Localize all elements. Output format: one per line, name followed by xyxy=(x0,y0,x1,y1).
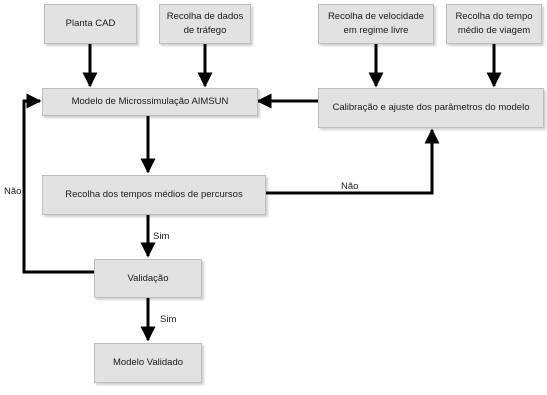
node-planta-cad xyxy=(44,4,137,44)
node-recolha-velocidade xyxy=(318,4,434,44)
node-modelo-validado xyxy=(94,343,202,383)
node-modelo-validado-label: Modelo Validado xyxy=(112,357,184,368)
edge-label-sim-2: Sim xyxy=(160,314,177,325)
edge-label-sim-1: Sim xyxy=(153,231,170,242)
node-calibracao-label: Calibração e ajuste dos parâmetros do modelo xyxy=(332,102,530,113)
node-modelo-microssimulacao-label: Modelo de Microssimulação AIMSUN xyxy=(71,96,229,107)
node-calibracao xyxy=(318,88,544,128)
node-recolha-velocidade-label: Recolha de velocidade em regime livre xyxy=(327,11,425,36)
node-recolha-tempos-percursos-label: Recolha dos tempos médios de percursos xyxy=(65,189,243,200)
node-validacao-label: Validação xyxy=(127,272,169,284)
edge-label-nao-right: Não xyxy=(341,181,359,192)
node-validacao xyxy=(94,259,202,298)
node-planta-cad-label: Planta CAD xyxy=(65,18,116,29)
node-recolha-tempo-medio xyxy=(446,4,542,44)
node-recolha-dados-trafego xyxy=(159,4,251,44)
node-recolha-tempo-medio-label: Recolha do tempo médio de viagem xyxy=(455,11,533,36)
node-modelo-microssimulacao xyxy=(42,88,258,116)
edge-label-nao-left: Não xyxy=(4,186,22,197)
node-recolha-tempos-percursos xyxy=(42,175,266,215)
node-recolha-dados-trafego-label: Recolha de dados de tráfego xyxy=(166,11,244,36)
